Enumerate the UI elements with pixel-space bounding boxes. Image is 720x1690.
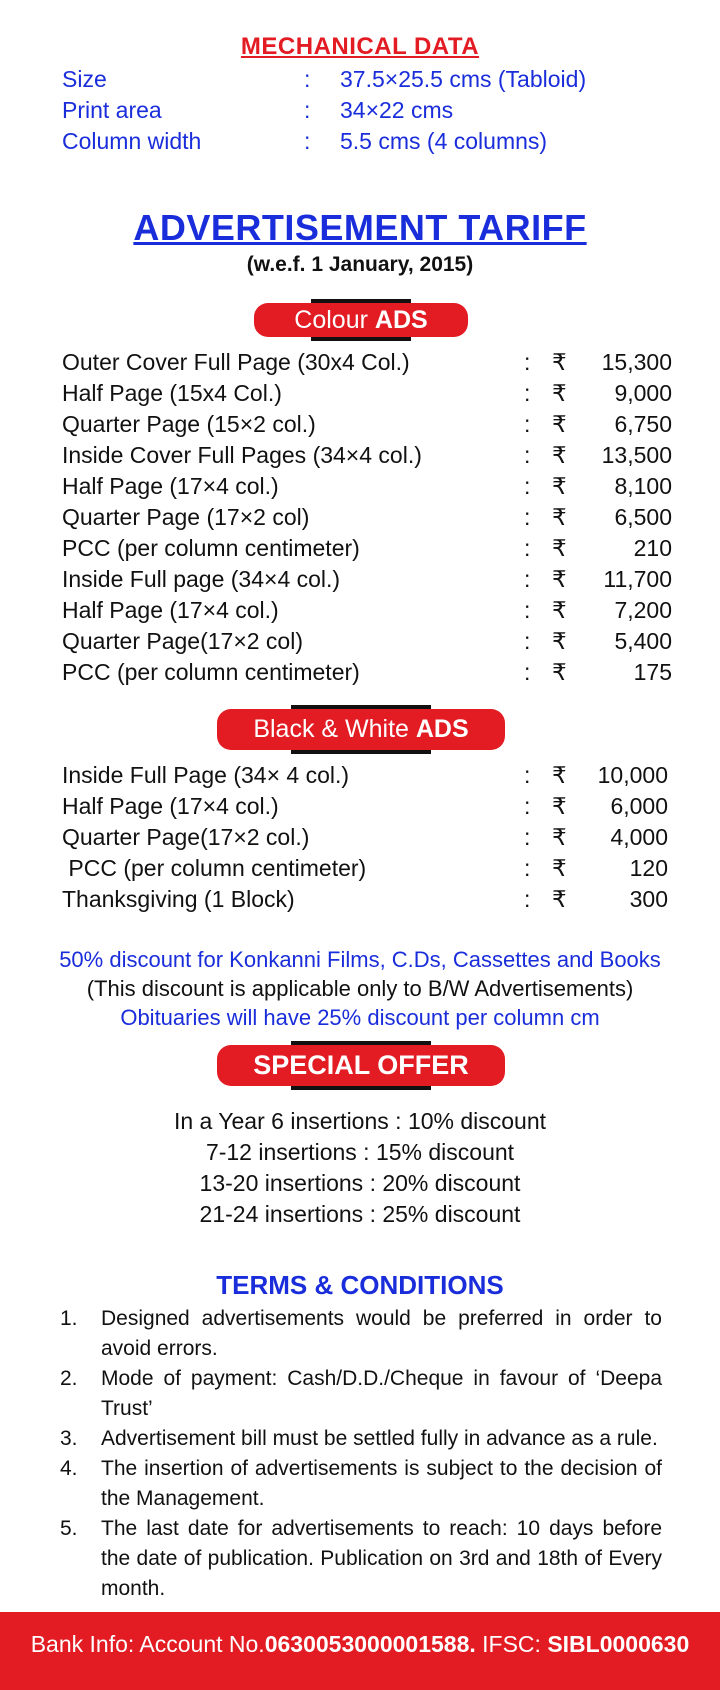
rate-label: Outer Cover Full Page (30x4 Col.) [62, 349, 410, 375]
rate-label: Inside Full Page (34× 4 col.) [62, 762, 350, 788]
bank-ifsc-code: SIBL0000630 [547, 1631, 690, 1657]
rate-amount: 6,750 [614, 411, 672, 437]
rate-label: Half Page (17×4 col.) [62, 473, 279, 499]
offer-line: In a Year 6 insertions : 10% discount [173, 1108, 547, 1134]
colour-rate-row [62, 535, 672, 566]
term-number: 3. [60, 1427, 78, 1450]
mechanical-value: 5.5 cms (4 columns) [340, 128, 548, 154]
rate-amount: 13,500 [601, 442, 672, 468]
colour-rate-row [62, 411, 672, 442]
rate-amount: 11,700 [603, 566, 672, 592]
mechanical-data-title: MECHANICAL DATA [240, 33, 480, 60]
special-offer-heading-text: SPECIAL OFFER [253, 1050, 469, 1080]
separator: : [524, 824, 531, 850]
rate-amount: 4,000 [610, 824, 668, 850]
rupee-icon: ₹ [552, 380, 567, 406]
pill-bar-top [291, 705, 431, 709]
rate-label: Quarter Page (15×2 col.) [62, 411, 316, 437]
term-item [60, 1304, 662, 1364]
bw-rate-row [62, 824, 668, 855]
rate-amount: 120 [629, 855, 668, 881]
mechanical-label: Print area [62, 97, 162, 123]
colour-rate-row [62, 566, 672, 597]
pill-bar-bottom [291, 750, 431, 754]
rupee-icon: ₹ [552, 886, 567, 912]
separator: : [524, 442, 531, 468]
rupee-icon: ₹ [552, 597, 567, 623]
separator: : [524, 793, 531, 819]
separator: : [304, 66, 311, 92]
term-number: 5. [60, 1517, 78, 1540]
pill-bar-bottom [311, 337, 411, 341]
bw-rate-row [62, 855, 668, 886]
bw-rate-row [62, 762, 668, 793]
advertisement-tariff-title: ADVERTISEMENT TARIFF [133, 207, 587, 248]
bank-account-number: 0630053000001588. [264, 1631, 476, 1657]
term-item [60, 1454, 662, 1514]
rate-label: PCC (per column centimeter) [62, 659, 360, 685]
term-text: The insertion of advertisements is subject to the decision of the Management. [101, 1457, 662, 1510]
colour-rate-row [62, 380, 672, 411]
term-text: Designed advertisements would be preferred in order to avoid errors. [101, 1307, 662, 1360]
rupee-icon: ₹ [552, 473, 567, 499]
rate-label: PCC (per column centimeter) [62, 855, 367, 881]
offer-line: 7-12 insertions : 15% discount [205, 1139, 515, 1165]
colour-rate-row [62, 442, 672, 473]
discount-note-obituaries: Obituaries will have 25% discount per column cm [120, 1005, 600, 1030]
rupee-icon: ₹ [552, 628, 567, 654]
colour-rate-row [62, 504, 672, 535]
rate-label: Quarter Page(17×2 col.) [62, 824, 310, 850]
rate-amount: 10,000 [597, 762, 668, 788]
term-item [60, 1514, 662, 1604]
rate-label: Quarter Page (17×2 col) [62, 504, 310, 530]
separator: : [524, 566, 531, 592]
term-item [60, 1424, 662, 1454]
mechanical-label: Size [62, 66, 107, 92]
separator: : [524, 762, 531, 788]
pill-bar-top [311, 299, 411, 303]
colour-rate-row [62, 659, 672, 690]
colour-ads-heading-plain: Colour [294, 306, 368, 334]
separator: : [524, 504, 531, 530]
bank-info-footer [0, 1612, 720, 1690]
offer-line: 21-24 insertions : 25% discount [199, 1201, 521, 1227]
rupee-icon: ₹ [552, 566, 567, 592]
term-text: The last date for advertisements to reach: 10 days before the date of publication. Publication on 3rd and 18th of Every month. [101, 1517, 662, 1600]
colour-rate-row [62, 597, 672, 628]
bw-rate-row [62, 793, 668, 824]
rate-amount: 300 [629, 886, 668, 912]
rupee-icon: ₹ [552, 349, 567, 375]
rupee-icon: ₹ [552, 659, 567, 685]
rate-amount: 210 [633, 535, 672, 561]
separator: : [304, 128, 311, 154]
mechanical-value: 34×22 cms [340, 97, 454, 123]
separator: : [524, 886, 531, 912]
rate-label: Thanksgiving (1 Block) [62, 886, 295, 912]
discount-note-bw-only: (This discount is applicable only to B/W Advertisements) [86, 976, 634, 1001]
rate-amount: 6,500 [614, 504, 672, 530]
separator: : [524, 628, 531, 654]
bank-account-label: Bank Info: Account No. [30, 1631, 265, 1657]
colour-ads-heading-bold: ADS [374, 306, 428, 334]
mechanical-row-print-area [62, 97, 682, 127]
colour-ads-heading [254, 303, 468, 337]
discount-note-films: 50% discount for Konkanni Films, C.Ds, Cassettes and Books [59, 947, 661, 972]
separator: : [524, 659, 531, 685]
term-text: Advertisement bill must be settled fully in advance as a rule. [101, 1427, 658, 1450]
rupee-icon: ₹ [552, 411, 567, 437]
rate-label: PCC (per column centimeter) [62, 535, 360, 561]
bank-ifsc-label: IFSC: [475, 1631, 548, 1657]
mechanical-row-size [62, 66, 682, 96]
rate-label: Inside Full page (34×4 col.) [62, 566, 341, 592]
bw-ads-heading-plain: Black & White [253, 715, 409, 743]
rate-label: Inside Cover Full Pages (34×4 col.) [62, 442, 422, 468]
separator: : [304, 97, 311, 123]
separator: : [524, 597, 531, 623]
rupee-icon: ₹ [552, 855, 567, 881]
bw-ads-heading [217, 709, 505, 750]
colour-rate-row [62, 473, 672, 504]
separator: : [524, 380, 531, 406]
rupee-icon: ₹ [552, 442, 567, 468]
bw-rate-row [62, 886, 668, 917]
special-offer-heading [217, 1045, 505, 1086]
mechanical-label: Column width [62, 128, 202, 154]
effective-date: (w.e.f. 1 January, 2015) [246, 253, 474, 276]
term-number: 4. [60, 1457, 78, 1480]
pill-bar-top [291, 1041, 431, 1045]
mechanical-row-column-width [62, 128, 682, 158]
rupee-icon: ₹ [552, 535, 567, 561]
term-item [60, 1364, 662, 1424]
separator: : [524, 535, 531, 561]
rate-amount: 15,300 [601, 349, 672, 375]
colour-rate-row [62, 349, 672, 380]
rupee-icon: ₹ [552, 762, 567, 788]
rate-amount: 6,000 [610, 793, 668, 819]
colour-rate-row [62, 628, 672, 659]
separator: : [524, 411, 531, 437]
offer-line: 13-20 insertions : 20% discount [199, 1170, 521, 1196]
terms-title: TERMS & CONDITIONS [216, 1270, 504, 1300]
rate-label: Quarter Page(17×2 col) [62, 628, 303, 654]
rate-amount: 7,200 [614, 597, 672, 623]
rate-label: Half Page (17×4 col.) [62, 793, 279, 819]
pill-bar-bottom [291, 1086, 431, 1090]
rupee-icon: ₹ [552, 793, 567, 819]
term-number: 2. [60, 1367, 78, 1390]
rupee-icon: ₹ [552, 824, 567, 850]
term-number: 1. [60, 1307, 78, 1330]
mechanical-value: 37.5×25.5 cms (Tabloid) [340, 66, 587, 92]
rate-amount: 5,400 [614, 628, 672, 654]
rate-amount: 175 [633, 659, 672, 685]
separator: : [524, 855, 531, 881]
rate-label: Half Page (15x4 Col.) [62, 380, 282, 406]
bw-ads-heading-bold: ADS [415, 715, 469, 743]
term-text: Mode of payment: Cash/D.D./Cheque in favour of ‘Deepa Trust’ [101, 1367, 662, 1420]
rate-amount: 9,000 [614, 380, 672, 406]
rate-amount: 8,100 [614, 473, 672, 499]
rupee-icon: ₹ [552, 504, 567, 530]
rate-label: Half Page (17×4 col.) [62, 597, 279, 623]
separator: : [524, 473, 531, 499]
separator: : [524, 349, 531, 375]
